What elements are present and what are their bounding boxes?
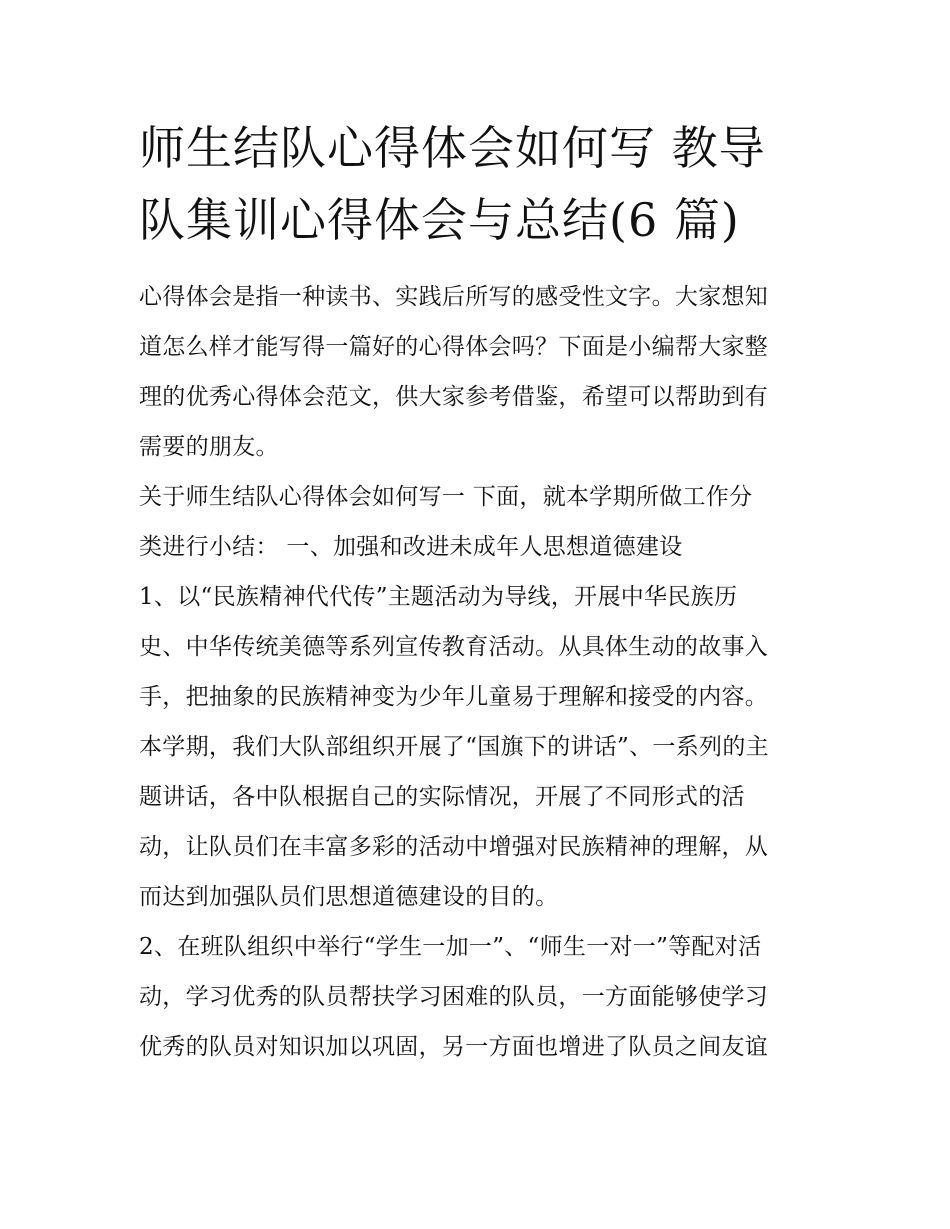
text-line: 心得体会是指一种读书、实践后所写的感受性文字。大家想知	[139, 284, 769, 310]
text-line: 道怎么样才能写得一篇好的心得体会吗？下面是小编帮大家整	[139, 334, 769, 360]
text-line: 而达到加强队员们思想道德建设的目的。	[139, 884, 559, 910]
text-line: 类进行小结： 一、加强和改进未成年人思想道德建设	[139, 534, 683, 560]
text-line: 关于师生结队心得体会如何写一 下面，就本学期所做工作分	[139, 484, 753, 510]
title-line: 队集训心得体会与总结(6 篇)	[139, 193, 740, 247]
text-line: 动，让队员们在丰富多彩的活动中增强对民族精神的理解，从	[139, 834, 769, 860]
document-title	[139, 112, 811, 256]
text-line: 手，把抽象的民族精神变为少年儿童易于理解和接受的内容。	[139, 684, 769, 710]
paragraph-item-2	[139, 922, 819, 1072]
text-line: 题讲话，各中队根据自己的实际情况，开展了不同形式的活	[139, 784, 745, 810]
text-line: 理的优秀心得体会范文，供大家参考借鉴，希望可以帮助到有	[139, 384, 769, 410]
text-line: 优秀的队员对知识加以巩固，另一方面也增进了队员之间友谊	[139, 1034, 769, 1060]
paragraph-item-1	[139, 572, 819, 922]
text-line: 本学期，我们大队部组织开展了“国旗下的讲话”、一系列的主	[139, 734, 769, 760]
title-line: 师生结队心得体会如何写 教导	[139, 121, 766, 175]
text-line: 史、中华传统美德等系列宣传教育活动。从具体生动的故事入	[139, 634, 769, 660]
text-line: 需要的朋友。	[139, 434, 279, 460]
document-body	[139, 272, 819, 1072]
text-line: 动，学习优秀的队员帮扶学习困难的队员，一方面能够使学习	[139, 984, 769, 1010]
paragraph-intro	[139, 272, 819, 472]
document-page	[139, 112, 819, 1072]
text-line: 2、在班队组织中举行“学生一加一”、“师生一对一”等配对活	[139, 934, 762, 960]
paragraph-summary-intro	[139, 472, 819, 572]
text-line: 1、以“民族精神代代传”主题活动为导线，开展中华民族历	[139, 584, 738, 610]
